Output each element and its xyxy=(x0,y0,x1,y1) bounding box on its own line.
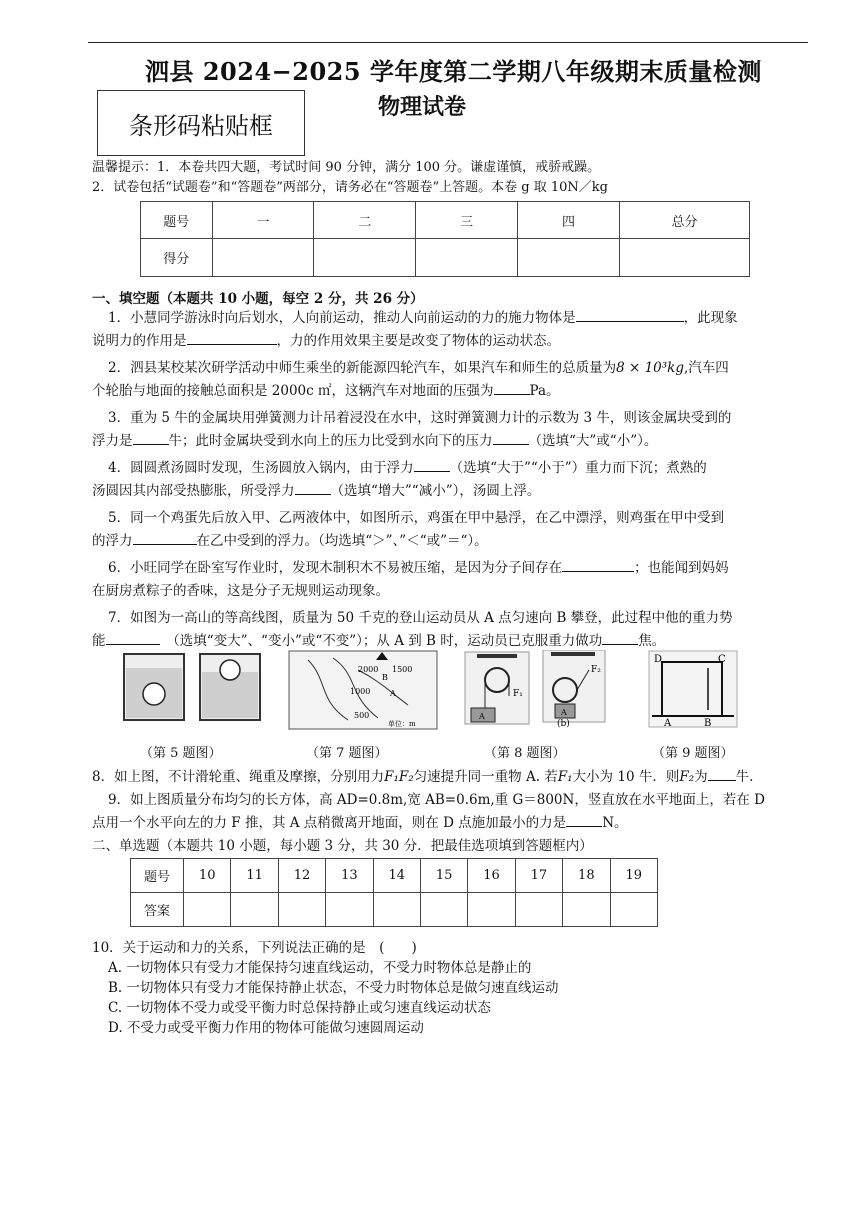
answer-blank[interactable] xyxy=(133,530,197,545)
score-header-cell: 一 xyxy=(212,202,314,239)
answer-input-cell[interactable] xyxy=(515,893,562,927)
q2-text: ,汽车四 xyxy=(684,360,729,376)
section-2-heading: 二、单选题（本题共 10 小题，每小题 3 分，共 30 分．把最佳选项填到答题框内） xyxy=(92,838,593,854)
answer-row-label: 答案 xyxy=(131,893,184,927)
q9-text: 点用一个水平向左的力 F 推，其 A 点稍微离开地面，则在 D 点施加最小的力是 xyxy=(92,815,567,831)
q2-text: 2．泗县某校某次研学活动中师生乘坐的新能源四轮汽车，如果汽车和师生的总质量为 xyxy=(108,360,617,376)
block-figure xyxy=(648,650,738,728)
exam-subtitle: 物理试卷 xyxy=(378,94,467,120)
force-label: F₂ xyxy=(591,665,601,675)
figure-label: (b) xyxy=(557,719,570,728)
block-label: A xyxy=(561,708,567,717)
score-row-label: 得分 xyxy=(141,239,213,277)
answer-input-cell[interactable] xyxy=(420,893,467,927)
answer-blank[interactable] xyxy=(562,557,634,572)
corner-label: B xyxy=(704,718,712,728)
score-input-cell[interactable] xyxy=(314,239,416,277)
q4-text: 汤圆因其内部受热膨胀，所受浮力 xyxy=(92,483,295,499)
q9-text: 9．如上图质量分布均匀的长方体，高 AD=0.8m,宽 AB=0.6m,重 G＝800N，竖直放在水平地面上，若在 D xyxy=(108,792,765,808)
answer-table xyxy=(130,858,658,927)
answer-input-cell[interactable] xyxy=(373,893,420,927)
answer-input-cell[interactable] xyxy=(278,893,325,927)
q3-text: 浮力是 xyxy=(92,433,133,449)
q7-text: 能 xyxy=(92,633,106,649)
q6-text: ；也能闻到妈妈 xyxy=(634,560,729,576)
answer-header-cell: 18 xyxy=(563,859,610,893)
answer-blank[interactable] xyxy=(493,430,529,445)
corner-label: C xyxy=(718,654,726,665)
answer-blank[interactable] xyxy=(602,630,638,645)
barcode-box: 条形码粘贴框 xyxy=(97,90,305,156)
q10-option-d[interactable]: D. 不受力或受平衡力作用的物体可能做匀速圆周运动 xyxy=(108,1020,424,1036)
answer-input-cell[interactable] xyxy=(563,893,610,927)
answer-blank[interactable] xyxy=(187,330,277,345)
score-header-cell: 题号 xyxy=(141,202,213,239)
exam-title: 泗县 2024−2025 学年度第二学期八年级期末质量检测 xyxy=(145,57,762,86)
q8-text: 牛. xyxy=(735,769,754,785)
q1-text: 说明力的作用是 xyxy=(92,333,187,349)
contour-label: 500 xyxy=(354,711,370,720)
q7-text: （选填“变大”、“变小”或“不变”）；从 A 到 B 时，运动员已克服重力做功 xyxy=(173,633,603,649)
answer-blank[interactable] xyxy=(494,380,530,395)
note-line-1: 温馨提示：1．本卷共四大题，考试时间 90 分钟，满分 100 分。谦虚谨慎，戒骄戒躁。 xyxy=(92,160,601,175)
q8-9-block xyxy=(92,766,812,835)
score-header-cell: 四 xyxy=(518,202,620,239)
q8-math: F₂ xyxy=(679,769,695,785)
contour-label: 单位：m xyxy=(388,720,416,728)
answer-blank[interactable] xyxy=(566,812,602,827)
section-1-heading: 一、填空题（本题共 10 小题，每空 2 分，共 26 分） xyxy=(92,291,424,307)
q5-text: 5．同一个鸡蛋先后放入甲、乙两液体中，如图所示，鸡蛋在甲中悬浮，在乙中漂浮，则鸡蛋在甲中受到 xyxy=(108,510,725,526)
q3-text: 牛；此时金属块受到水向上的压力比受到水向下的压力 xyxy=(168,433,493,449)
caption-fig5: （第 5 题图） xyxy=(140,746,222,761)
answer-input-cell[interactable] xyxy=(326,893,373,927)
answer-header-cell: 10 xyxy=(184,859,231,893)
figure-5 xyxy=(120,650,278,728)
pulley-figure xyxy=(463,650,623,728)
q8-text: 大小为 10 牛．则 xyxy=(572,769,680,785)
q8-math: F₁F₂ xyxy=(384,769,414,785)
q8-text: 8．如上图，不计滑轮重、绳重及摩擦，分别用力 xyxy=(92,769,385,785)
answer-blank[interactable] xyxy=(106,630,160,645)
q5-text: 的浮力 xyxy=(92,533,133,549)
score-table xyxy=(140,201,750,277)
answer-input-cell[interactable] xyxy=(184,893,231,927)
q10-stem: 10．关于运动和力的关系，下列说法正确的是 ( ) xyxy=(92,940,417,956)
note-line-2: 2．试卷包括“试题卷”和“答题卷”两部分，请务必在“答题卷”上答题。本卷 g 取 10N／kg xyxy=(92,180,608,195)
block-label: A xyxy=(479,712,485,721)
q5-text: 在乙中受到的浮力。（均选填“＞”、”＜“或”＝“）。 xyxy=(196,533,488,549)
contour-label: 2000 xyxy=(358,665,379,674)
q1-text: ，力的作用效果主要是改变了物体的运动状态。 xyxy=(276,333,560,349)
answer-blank[interactable] xyxy=(708,766,736,781)
q10-option-a[interactable]: A. 一切物体只有受力才能保持匀速直线运动，不受力时物体总是静止的 xyxy=(108,960,532,976)
contour-label: 1500 xyxy=(392,665,413,674)
q6-text: 6．小旺同学在卧室写作业时，发现木制积木不易被压缩，是因为分子间存在 xyxy=(108,560,563,576)
answer-header-cell: 15 xyxy=(420,859,467,893)
score-input-cell[interactable] xyxy=(619,239,749,277)
q7-text: 焦。 xyxy=(638,633,666,649)
q2-text: 个轮胎与地面的接触总面积是 2000c ㎡，这辆汽车对地面的压强为 xyxy=(92,383,494,399)
q8-text: 匀速提升同一重物 A. 若 xyxy=(413,769,558,785)
q1-text: ，此现象 xyxy=(683,310,738,326)
q6-text: 在厨房煮粽子的香味，这是分子无规则运动现象。 xyxy=(92,583,389,599)
contour-map-figure xyxy=(288,650,438,730)
score-header-cell: 三 xyxy=(416,202,518,239)
score-input-cell[interactable] xyxy=(416,239,518,277)
q8-math: F₁ xyxy=(557,769,573,785)
figure-9 xyxy=(648,650,738,732)
score-input-cell[interactable] xyxy=(518,239,620,277)
answer-blank[interactable] xyxy=(133,430,169,445)
answer-header-cell: 14 xyxy=(373,859,420,893)
answer-header-cell: 11 xyxy=(231,859,278,893)
answer-input-cell[interactable] xyxy=(610,893,657,927)
force-label: F₁ xyxy=(513,689,523,699)
answer-header-cell: 17 xyxy=(515,859,562,893)
q2-text: Pa。 xyxy=(529,383,560,399)
answer-input-cell[interactable] xyxy=(468,893,515,927)
top-rule xyxy=(88,42,808,43)
q10-option-b[interactable]: B. 一切物体只有受力才能保持静止状态，不受力时物体总是做匀速直线运动 xyxy=(108,980,559,996)
caption-fig7: （第 7 题图） xyxy=(306,746,388,761)
answer-header-cell: 题号 xyxy=(131,859,184,893)
contour-label: 1000 xyxy=(350,687,371,696)
caption-fig9: （第 9 题图） xyxy=(652,746,734,761)
answer-input-cell[interactable] xyxy=(231,893,278,927)
score-header-cell: 总分 xyxy=(619,202,749,239)
figure-7 xyxy=(288,650,438,734)
q10-option-c[interactable]: C. 一切物体不受力或受平衡力时总保持静止或匀速直线运动状态 xyxy=(108,1000,491,1016)
answer-blank[interactable] xyxy=(414,457,450,472)
point-label: B xyxy=(382,673,388,682)
score-header-cell: 二 xyxy=(314,202,416,239)
answer-blank[interactable] xyxy=(576,307,684,322)
answer-header-cell: 16 xyxy=(468,859,515,893)
answer-blank[interactable] xyxy=(295,480,331,495)
figure-8 xyxy=(463,650,623,732)
answer-header-cell: 13 xyxy=(326,859,373,893)
section-1-questions xyxy=(92,307,812,653)
corner-label: D xyxy=(654,654,663,665)
q4-text: （选填“大于”“小于”）重力而下沉；煮熟的 xyxy=(449,460,707,476)
q9-text: N。 xyxy=(602,815,628,831)
q1-text: 1．小慧同学游泳时向后划水，人向前运动，推动人向前运动的力的施力物体是 xyxy=(108,310,576,326)
beakers-figure xyxy=(120,650,278,724)
answer-header-cell: 12 xyxy=(278,859,325,893)
q7-text: 7．如图为一高山的等高线图，质量为 50 千克的登山运动员从 A 点匀速向 B 攀登，此过程中他的重力势 xyxy=(108,610,733,626)
q4-text: （选填“增大”“减小”），汤圆上浮。 xyxy=(330,483,541,499)
point-label: A xyxy=(390,689,396,698)
corner-label: A xyxy=(664,718,672,728)
question-10 xyxy=(92,938,559,1038)
q2-math: 8 × 10³kg xyxy=(616,360,684,376)
answer-header-cell: 19 xyxy=(610,859,657,893)
q8-text: 为 xyxy=(694,769,708,785)
q3-text: （选填“大”或“小”）。 xyxy=(528,433,658,449)
q3-text: 3．重为 5 牛的金属块用弹簧测力计吊着浸没在水中，这时弹簧测力计的示数为 3 牛，则该金属块受到的 xyxy=(108,410,732,426)
score-input-cell[interactable] xyxy=(212,239,314,277)
q4-text: 4．圆圆煮汤圆时发现，生汤圆放入锅内，由于浮力 xyxy=(108,460,414,476)
caption-fig8: （第 8 题图） xyxy=(484,746,566,761)
